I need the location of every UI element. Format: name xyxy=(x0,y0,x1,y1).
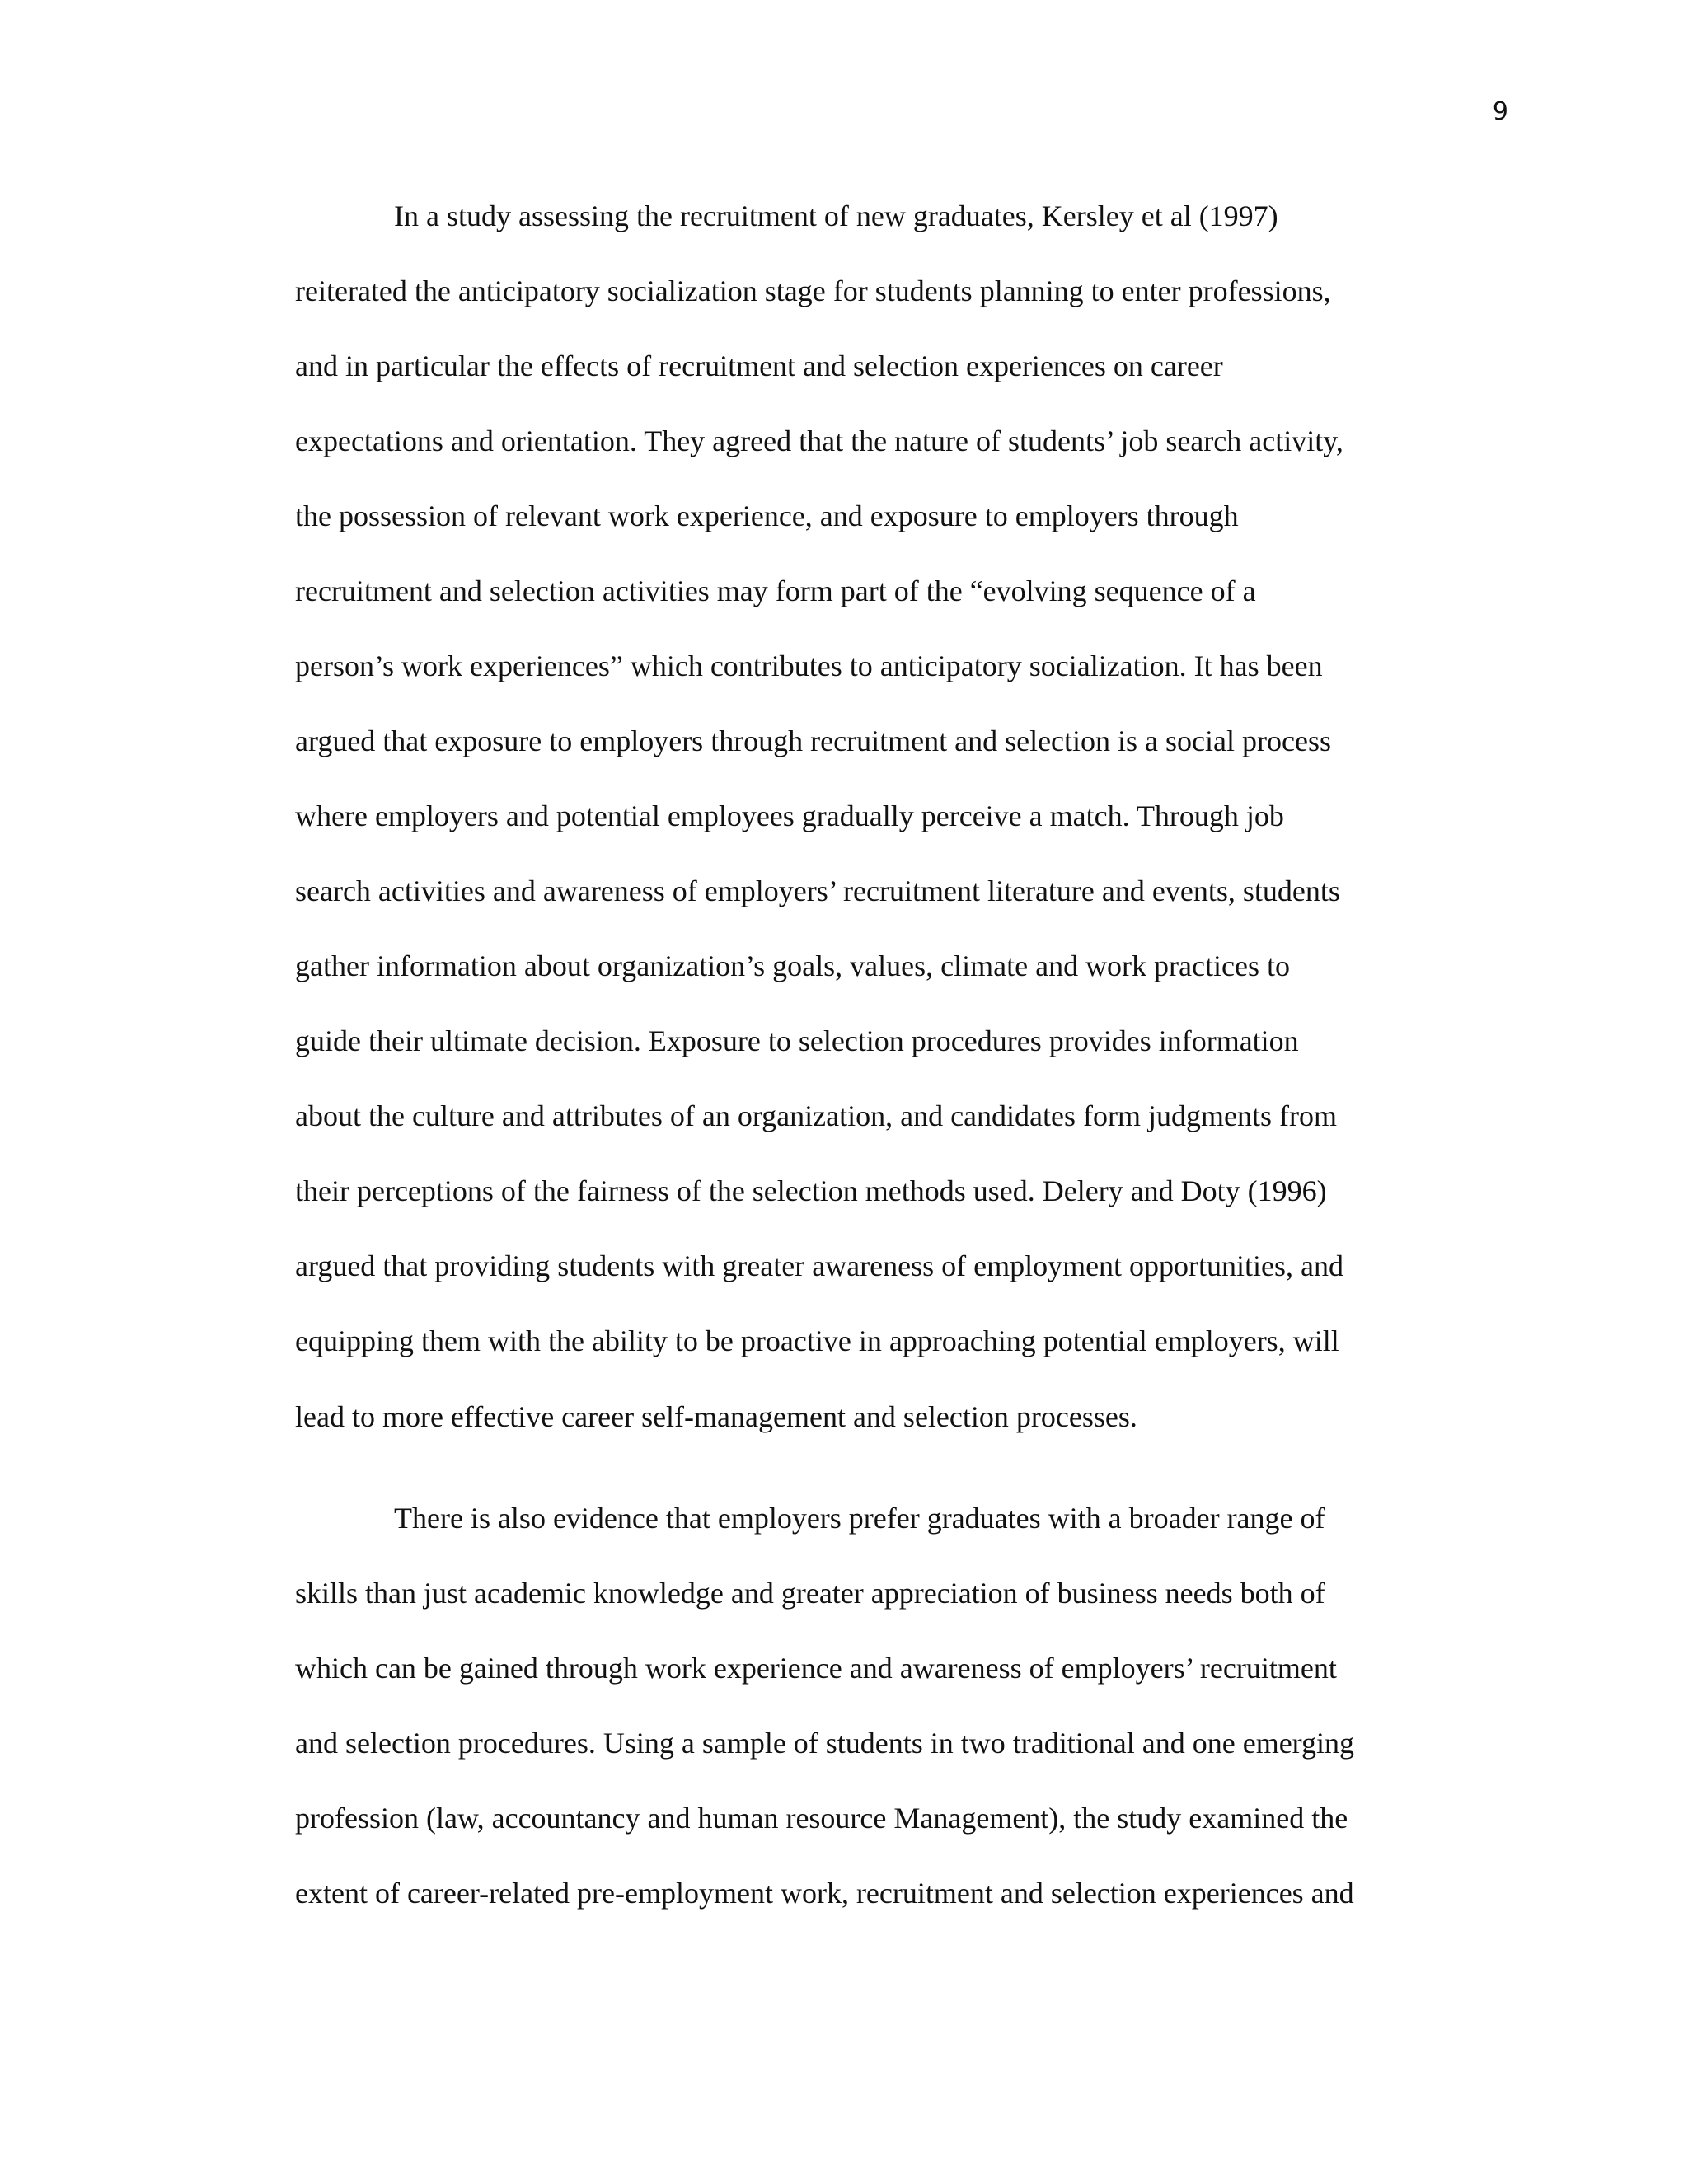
text-line: the possession of relevant work experience, and exposure to employers through xyxy=(295,499,1239,532)
text-line: guide their ultimate decision. Exposure to selection procedures provides information xyxy=(295,1024,1299,1057)
text-line: search activities and awareness of employers’ recruitment literature and events, students xyxy=(295,874,1340,907)
text-line: and selection procedures. Using a sample of students in two traditional and one emerging xyxy=(295,1727,1355,1760)
text-line: equipping them with the ability to be proactive in approaching potential employers, will xyxy=(295,1324,1339,1357)
text-line: There is also evidence that employers prefer graduates with a broader range of xyxy=(394,1502,1325,1535)
text-line: recruitment and selection activities may form part of the “evolving sequence of a xyxy=(295,574,1256,607)
text-line: lead to more effective career self-management and selection processes. xyxy=(295,1400,1137,1433)
text-line: and in particular the effects of recruitment and selection experiences on career xyxy=(295,349,1223,382)
text-line: skills than just academic knowledge and greater appreciation of business needs both of xyxy=(295,1577,1325,1610)
text-line: extent of career-related pre-employment work, recruitment and selection experiences and xyxy=(295,1877,1354,1910)
text-line: expectations and orientation. They agreed that the nature of students’ job search activity, xyxy=(295,424,1343,457)
text-line: their perceptions of the fairness of the selection methods used. Delery and Doty (1996) xyxy=(295,1174,1327,1207)
text-line: argued that providing students with greater awareness of employment opportunities, and xyxy=(295,1249,1344,1282)
text-line: which can be gained through work experience and awareness of employers’ recruitment xyxy=(295,1652,1337,1685)
page-number: 9 xyxy=(1492,97,1508,126)
text-line: about the culture and attributes of an organization, and candidates form judgments from xyxy=(295,1099,1337,1132)
text-line: In a study assessing the recruitment of new graduates, Kersley et al (1997) xyxy=(394,199,1278,232)
text-line: profession (law, accountancy and human resource Management), the study examined the xyxy=(295,1802,1348,1835)
text-line: person’s work experiences” which contributes to anticipatory socialization. It has been xyxy=(295,649,1323,682)
text-line: argued that exposure to employers through recruitment and selection is a social process xyxy=(295,724,1331,757)
text-line: where employers and potential employees gradually perceive a match. Through job xyxy=(295,799,1284,832)
text-line: gather information about organization’s goals, values, climate and work practices to xyxy=(295,949,1290,982)
text-line: reiterated the anticipatory socialization stage for students planning to enter professions, xyxy=(295,274,1331,307)
